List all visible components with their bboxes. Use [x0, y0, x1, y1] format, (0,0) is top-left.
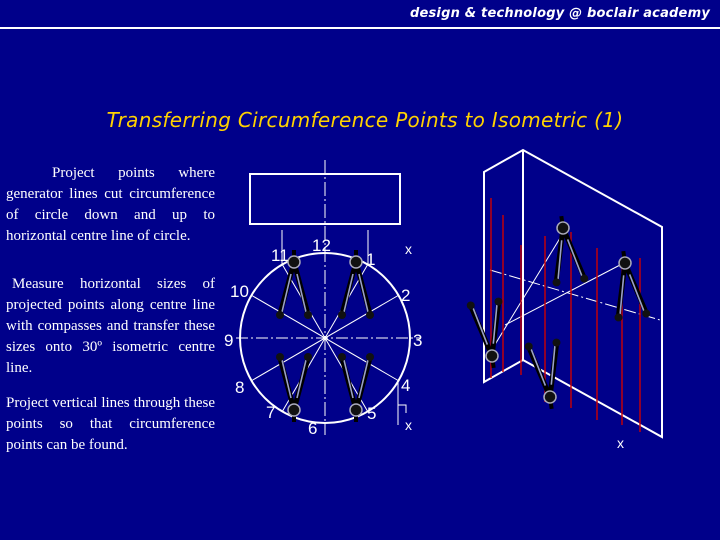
circle-label-9: 9 — [224, 331, 234, 350]
axis-mark-iso: x — [617, 435, 624, 451]
right-angle-mark — [398, 405, 406, 413]
axis-mark-top: x — [405, 241, 412, 257]
circle-label-6: 6 — [308, 419, 318, 438]
circle-label-8: 8 — [235, 378, 245, 397]
circle-label-12: 12 — [312, 236, 331, 255]
circle-label-11: 11 — [271, 246, 289, 265]
axis-mark-lower: x — [405, 417, 412, 433]
instruction-paragraph-1: Project points where generator lines cut circumference of circle down and up to horizontal centre line of circle. — [6, 165, 215, 244]
header-credit: design & technology @ boclair academy — [409, 6, 710, 21]
circle-label-10: 10 — [230, 282, 249, 301]
circle-label-2: 2 — [401, 286, 411, 305]
page-title: Transferring Circumference Points to Isometric (1) — [106, 108, 624, 132]
circle-label-4: 4 — [401, 376, 411, 395]
compass-icon — [466, 297, 511, 370]
compass-icon — [524, 338, 569, 411]
circle-label-5: 5 — [367, 404, 377, 423]
instruction-paragraph-2: Measure horizontal sizes of projected points along centre line with compasses and transfer these sizes onto 30º isometric centre line. — [6, 276, 215, 376]
iso-diagonal-line — [488, 230, 565, 356]
circle-label-3: 3 — [413, 331, 423, 350]
compass-icon — [544, 214, 589, 287]
instruction-paragraph-3: Project vertical lines through these points so that circumference points can be found. — [6, 395, 215, 453]
circle-label-1: 1 — [366, 250, 376, 269]
circle-label-7: 7 — [266, 403, 276, 422]
iso-centre-line — [490, 270, 660, 320]
